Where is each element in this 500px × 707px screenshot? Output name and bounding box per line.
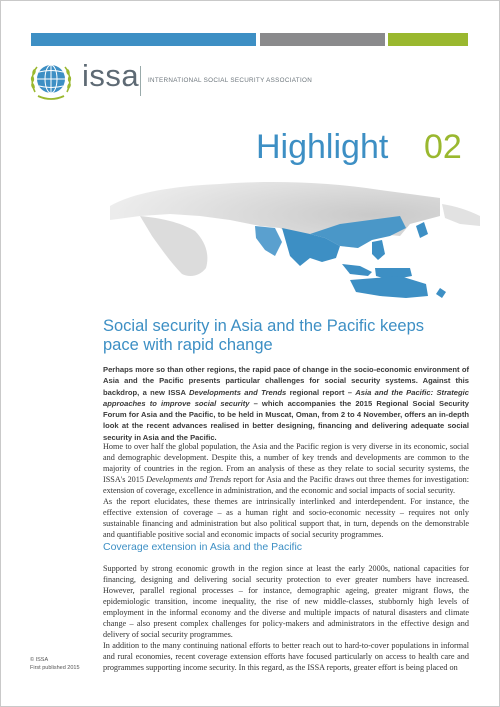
body-paragraph-1: Home to over half the global population, the Asia and the Pacific region is very diverse in its economic, social and demographic development. Despite this, a number of key trends and developments are common to the majority of countries in the region. From an analysis of these as they relate to social security systems, the ISSA's 2015 Developments and Trends report for Asia and the Pacific draws out three themes for investigation: extension of coverage, excellence in administration, and the economic and social impacts of social security. <box>103 442 469 495</box>
header-bar-green <box>388 33 468 46</box>
publication-date: First published 2015 <box>30 665 80 671</box>
copyright-note <box>30 656 80 672</box>
copyright-text: © ISSA <box>30 657 49 663</box>
article-headline: Social security in Asia and the Pacific keeps pace with rapid change <box>103 317 425 354</box>
body-paragraph-4: In addition to the many continuing national efforts to better reach out to hard-to-cover populations in informal and rural economies, recent coverage extension efforts have focused particularly on access to health care and programmes supporting income security. In this regard, as the ISSA reports, greater effort is being placed on <box>103 641 469 672</box>
body-paragraph-2: As the report elucidates, these themes are intrinsically interlinked and interdependent. For instance, the effective extension of coverage – as a human right and socio-economic necessity – requires not only sustainable financing and administration but also political support that, in turn, depends on the demonstrable and quantifiable positive social and economic impacts of social security programmes. <box>103 497 469 539</box>
issa-globe-logo-icon <box>28 58 74 104</box>
header-bar-blue <box>31 33 256 46</box>
logo-divider <box>140 66 141 96</box>
logo-wordmark: issa <box>82 58 140 93</box>
lead-paragraph: Perhaps more so than other regions, the rapid pace of change in the socio-economic environment of Asia and the Pacific presents particular challenges for social security systems. Against this backdrop, a new ISSA Developments and Trends regional report – Asia and the Pacific: Strategic approaches to improve social security – which accompanies the 2015 Regional Social Security Forum for Asia and the Pacific, to be held in Muscat, Oman, from 2 to 4 November, offers an in-depth look at the recent advances realised in better designing, financing and delivering adequate social security in Asia and the Pacific. <box>103 365 469 442</box>
highlight-number: 02 <box>424 128 462 166</box>
asia-pacific-map-icon <box>110 176 480 298</box>
header-bar-gray <box>260 33 385 46</box>
body-paragraph-3: Supported by strong economic growth in the region since at least the early 2000s, national capacities for financing, designing and delivering social security protection to ever greater numbers have increased. However, parallel regional processes – for instance, demographic ageing, greater migrant flows, the epidemiologic transition, income inequality, the rise of new middle-classes, stubbornly high levels of employment in the informal economy and the diverse and multiple impacts of natural disasters and climate change – also present complex challenges for policy-makers and administrators in the effective design and delivery of social security programmes. <box>103 564 469 639</box>
section-subheading: Coverage extension in Asia and the Pacific <box>103 541 303 553</box>
organization-name: INTERNATIONAL SOCIAL SECURITY ASSOCIATION <box>148 77 313 84</box>
highlight-title: Highlight <box>256 128 389 166</box>
